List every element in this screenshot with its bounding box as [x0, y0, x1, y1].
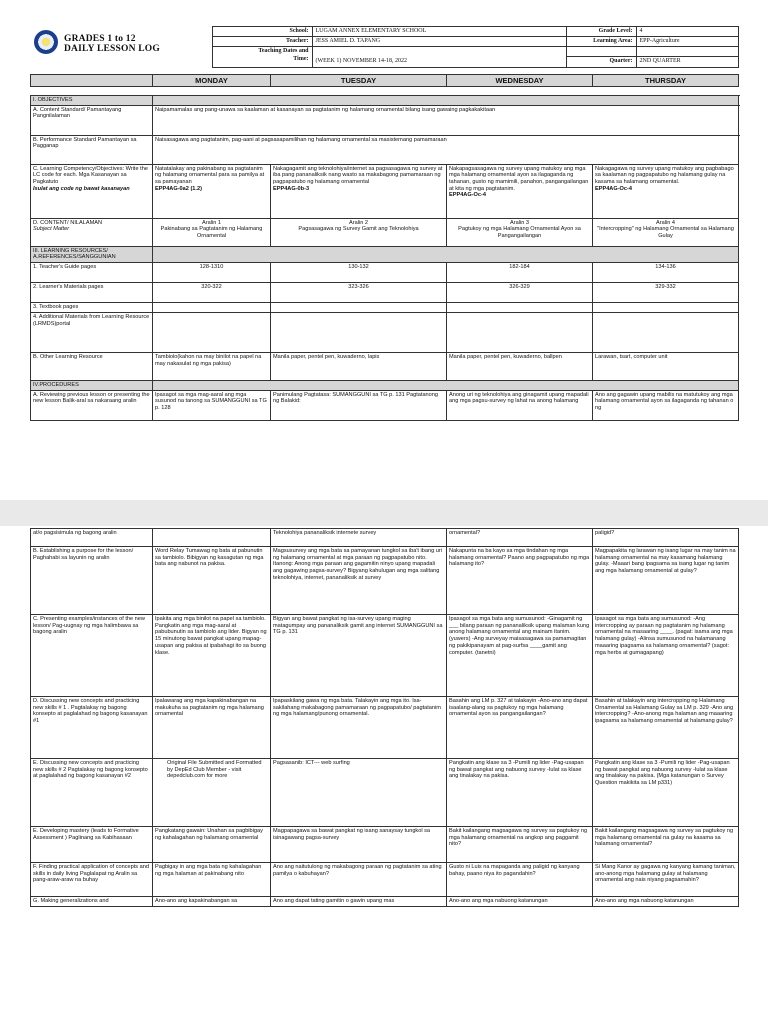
- review-continued-wednesday: ornamental?: [447, 529, 593, 547]
- blank-cell: [153, 302, 271, 312]
- generalization-thursday: Ano-ano ang mga nabuong katanungan: [593, 897, 739, 907]
- day-tuesday: TUESDAY: [271, 74, 447, 86]
- blank-cell: [593, 312, 739, 352]
- generalization-tuesday: Ano ang dapat tating gamitin o gawin upang mas: [271, 897, 447, 907]
- blank-cell: [153, 529, 271, 547]
- mastery-monday: Pangkatang gawain: Unahan sa pagbibigay ng kahalagahan ng halamang ornamental: [153, 827, 271, 863]
- lesson-table-1: [30, 74, 739, 421]
- lm-tuesday: 323-326: [271, 282, 447, 302]
- other-resources-label: B. Other Learning Resource: [31, 352, 153, 380]
- application-label: F. Finding practical application of concepts and skills in daily living Paglalapat ng Aralin sa pang-araw-araw na buhay: [31, 863, 153, 897]
- additional-materials-label: 4. Additional Materials from Learning Resource (LRMDS)portal: [31, 312, 153, 352]
- review-continued-thursday: paligid?: [593, 529, 739, 547]
- learners-materials-label: 2. Learner's Materials pages: [31, 282, 153, 302]
- day-thursday: THURSDAY: [593, 74, 739, 86]
- discuss1-wednesday: Basahin ang LM p. 327 at talakayin -Ano-ano ang dapat isaalang-alang sa pagtukoy ng mga halamang ornamental ayon sa pangangailangan?: [447, 697, 593, 759]
- area-label: Learning Area:: [566, 37, 636, 47]
- grade-value: 4: [636, 27, 738, 37]
- content-tuesday: Aralin 2 Pagsasagawa ng Survey Gamit ang Teknolohiya: [271, 218, 447, 246]
- blank-cell: [447, 312, 593, 352]
- lm-thursday: 329-332: [593, 282, 739, 302]
- content-standard-label: A. Content Standard/ Pamantayang Pangnilalaman: [31, 105, 153, 135]
- mastery-label: E. Developing mastery (leads to Formative Assessment ) Paglinang sa Kabihasaan: [31, 827, 153, 863]
- performance-standard-label: B. Performance Standard Pamantayan sa Pagganap: [31, 135, 153, 164]
- generalization-label: G. Making generalizations and: [31, 897, 153, 907]
- presenting-wednesday: Ipasagot sa mga bata ang sumusunod: -Ginagamit ng ___ bilang paraan ng pananaliksik upang malaman kung anong halamang ornamental ang mainam itanim.(yuwers) -Ang surveyay maisasagawa sa pamamagitan ng pakikipanayam at pag-surfsa ____gamit ang computer. (tanetni): [447, 615, 593, 697]
- discuss1-thursday: Basahin at talakayin ang intercropping ng Halamang Ornamental sa Halamang Gulay sa LM p. 329 -Ano ang intercropping? -Ano-anong mga halaman ang maaaring ipagsama sa halamang ornamental at halamang gulay?: [593, 697, 739, 759]
- day-monday: MONDAY: [153, 74, 271, 86]
- review-wednesday: Anong uri ng teknolohiya ang ginagamit upang mapadali ang mga pagsu-survey ng lahat na anong halamang: [447, 390, 593, 420]
- quarter-value: 2ND QUARTER: [636, 57, 738, 67]
- content-thursday: Aralin 4 "Intercropping" ng Halamang Ornamental sa Halamang Gulay: [593, 218, 739, 246]
- school-value: LUGAM ANNEX ELEMENTARY SCHOOL: [312, 27, 566, 37]
- other-monday: Tambiolo(kahon na may binilot na papel na may nakasulat ng mga pakisa): [153, 352, 271, 380]
- teacher-value: JESS AMIEL D. TAPANG: [312, 37, 566, 47]
- content-standard-value: Naipamamalas ang pang-unawa sa kaalaman at kasanayan sa pagtatanim ng halamang ornamental bilang isang gawaing pagkakakitaan: [153, 105, 739, 135]
- presenting-thursday: Ipasagot sa mga bata ang sumusunod: -Ang intercropping ay paraan ng pagtatanim ng halamang ornamental na masaaring ____. (pagat: isama ang mga halamang gulay) -Alinsa sumusunod na halamanang maaaring ipagsama sa halamang ornamental? (sagot: mga herbs at gumagapang): [593, 615, 739, 697]
- other-wednesday: Manila paper, pentel pen, kuwaderno, ballpen: [447, 352, 593, 380]
- log-title: GRADES 1 to 12 DAILY LESSON LOG: [64, 33, 160, 55]
- section-band: [153, 380, 739, 390]
- review-monday: Ipasagot sa mga mag-aaral ang mga susunod na tanong sa SUMANGGUNI sa TG p. 128: [153, 390, 271, 420]
- discuss1-tuesday: Ipapaskilang gawa ng mga bata. Talakayin ang mga ito. Isa-sakilahang makabagong pamamaraan ng pagpapatubo/ pagtatanim ng mga halamang/punong ornamental.: [271, 697, 447, 759]
- generalization-monday: Ano-ano ang kapakinabangan sa: [153, 897, 271, 907]
- lm-wednesday: 326-329: [447, 282, 593, 302]
- application-monday: Pagbigay in ang mga bata ng kahalagahan ng mga halaman at pakinabang nito: [153, 863, 271, 897]
- objectives-label: I. OBJECTIVES: [31, 95, 153, 105]
- mastery-thursday: Bakit kailangang magsagawa ng survey sa pagtukoy ng mga halamang ornamental na gulay na kasama sa halamang ornamental?: [593, 827, 739, 863]
- discuss2-monday: Original File Submitted and Formatted by DepEd Club Member - visit depedclub.com for more: [153, 759, 271, 827]
- presenting-tuesday: Bigyan ang bawat pangkat ng isa-survey upang maging matagumpay ang pananaliksik gamit ang internet SUMANGGUNI sa TG p. 131: [271, 615, 447, 697]
- header-logo-area: [30, 27, 212, 68]
- school-label: School:: [212, 27, 312, 37]
- dates-value: (WEEK 1) NOVEMBER 14-18, 2022: [312, 47, 566, 67]
- generalization-wednesday: Ano-ano ang mga nabuong katanungan: [447, 897, 593, 907]
- day-wednesday: WEDNESDAY: [447, 74, 593, 86]
- review-thursday: Ano ang gagawin upang mabilis na matutukoy ang mga halamang ornamental ayon sa ilagaganda ng tahanan o ng: [593, 390, 739, 420]
- review-continued-tuesday: Teknolohiya pananaliksik internete survey: [271, 529, 447, 547]
- day-blank: [31, 74, 153, 86]
- blank-cell: [271, 312, 447, 352]
- blank-cell: [447, 302, 593, 312]
- content-label: D. CONTENT/ NILALAMAN Subject Matter: [31, 218, 153, 246]
- application-wednesday: Gusto ni Luis na mapaganda ang paligid ng kanyang bahay, paano niya ito pagandahin?: [447, 863, 593, 897]
- lesson-table-2: [30, 528, 739, 907]
- spacer-cell: [31, 86, 739, 95]
- quarter-label: Quarter:: [566, 57, 636, 67]
- page-gap: [0, 500, 768, 526]
- purpose-monday: Word Relay Tumawag ng bata at pabunutin sa tambiolo. Bibigyan ng kasagutan ng mga bata ang nabunot na pakisa.: [153, 547, 271, 615]
- review-label: A. Reviewing previous lesson or presenting the new lesson Balik-aral sa nakaraang aralin: [31, 390, 153, 420]
- application-thursday: Si Mang Kanor ay gagawa ng kanyang kamang taniman, ano-anong mga halamang gulay at halamang ornamental ang nais niyang pagsamahin?: [593, 863, 739, 897]
- tg-tuesday: 130-132: [271, 262, 447, 282]
- competency-wednesday: Nakapagsasagawa ng survey upang matukoy ang mga mga halamang ornamental ayon sa ilagaganda ng tahanan, gusto ng mamimili, panahon, pangangailangan at kita ng mga pagtatanim. EPP4AG-Oc-4: [447, 164, 593, 218]
- lesson-log-page-1: [30, 26, 738, 421]
- section-band: [153, 246, 739, 262]
- day-header-row: [31, 74, 739, 86]
- textbook-label: 3. Textbook pages: [31, 302, 153, 312]
- lesson-log-page-2: [30, 528, 738, 907]
- competency-tuesday: Nakagagamit ang teknolohiya/internet sa pagsasagawa ng survey at iba pang pananaliksik nang wasto sa makabagong pamamaraan ng pagpapatubo ng halamang ornamental EPP4AG-0b-3: [271, 164, 447, 218]
- area-value: EPP-Agriculture: [636, 37, 738, 47]
- blank-cell: [271, 302, 447, 312]
- discuss2-label: E. Discussing new concepts and practicing new skills # 2 Pagtalakay ng bagong konsepto at paglalahad ng bagong kasanayan #2: [31, 759, 153, 827]
- presenting-monday: Ipakita ang mga binilot na papel sa tambiolo. Pangkatin ang mga mag-aaral at pabubunutin sa tambiolo ang lider. Bigyan ng 15 minutong bawat pangkat upang mapag-usapan ang pakisa at ipabahagi ito sa buong klase.: [153, 615, 271, 697]
- purpose-thursday: Magpapakita ng larawan ng isang lugar na may tanim na halamang ornamental na may kasamang halamang gulay. -Maaari bang ipagsama sa isang lugar ng tanim ang mga halamang ornamental at gulay?: [593, 547, 739, 615]
- mastery-tuesday: Magpapagawa sa bawat pangkat ng isang sanaysay tungkol sa isinagawang pagsa-survey: [271, 827, 447, 863]
- header-table: [30, 26, 739, 68]
- blank-cell: [566, 47, 636, 57]
- section-band: [153, 95, 739, 105]
- teachers-guide-label: 1. Teacher's Guide pages: [31, 262, 153, 282]
- blank-cell: [636, 47, 738, 57]
- dates-label: Teaching Dates and Time:: [212, 47, 312, 67]
- content-wednesday: Aralin 3 Pagtukoy ng mga Halamang Ornamental Ayon sa Pangangailangan: [447, 218, 593, 246]
- presenting-label: C. Presenting examples/instances of the new lesson/ Pag-uugnay ng mga halimbawa sa bagong aralin: [31, 615, 153, 697]
- purpose-wednesday: Nakapunta na ba kayo sa mga tindahan ng mga halamang ornamental? Paano ang pagpapatubo ng mga halamang ito?: [447, 547, 593, 615]
- tg-thursday: 134-136: [593, 262, 739, 282]
- teacher-label: Teacher:: [212, 37, 312, 47]
- competency-thursday: Nakagagawa ng survey upang matukoy ang pagbabago sa kaalaman ng pagpapatubo ng halamang gulay na kasama sa halamang ornamental. EPP4AG-Oc-4: [593, 164, 739, 218]
- review-continued-label: at/o pagsisimula ng bagong aralin: [31, 529, 153, 547]
- lm-monday: 320-322: [153, 282, 271, 302]
- competency-label: C. Learning Competency/Objectives: Write the LC code for each. Mga Kasanayan sa Pagkatuto Isulat ang code ng bawat kasanayan: [31, 164, 153, 218]
- discuss2-thursday: Pangkatin ang klase sa 3 -Pumili ng lider -Pag-usapan ng bawat pangkat ang nabuong survey -Iulat sa klase ang tinalakay na pakisa. (Mga katanungan o Survey Question makikita sa LM p331): [593, 759, 739, 827]
- content-monday: Aralin 1 Pakinabang sa Pagtatanim ng Halamang Ornamental: [153, 218, 271, 246]
- deped-seal-icon: [34, 30, 58, 54]
- grade-label: Grade Level:: [566, 27, 636, 37]
- performance-standard-value: Naisasagawa ang pagtatanim, pag-aani at pagsasapamilihan ng halamang ornamental sa masistemang pamamaraan: [153, 135, 739, 164]
- other-thursday: Larawan, tsart, computer unit: [593, 352, 739, 380]
- application-tuesday: Ano ang naitutulong ng makabagong paraan ng pagtatanim sa ating pamilya o kabuhayan?: [271, 863, 447, 897]
- competency-monday: Natatalakay ang pakinabang sa pagtatanim ng halamang ornamental para sa pamilya at sa pamayanan EPP4AG-0a2 (1.2): [153, 164, 271, 218]
- purpose-tuesday: Magsusurvey ang mga bata sa pamayanan tungkol sa iba't ibang uri ng halamang ornamental at mga paraan ng pagpapatubo nito. Itanong: Anong mga paraan ang gagamitin ninyo upang mapadali ang gagawing pagsa-survey? Bigyang kahulugan ang mga salitang teknolohiya, internet, pananaliksik at survey: [271, 547, 447, 615]
- blank-cell: [593, 302, 739, 312]
- blank-cell: [153, 312, 271, 352]
- purpose-label: B. Establishing a purpose for the lesson/ Paghahabi sa layunin ng aralin: [31, 547, 153, 615]
- tg-monday: 128-1310: [153, 262, 271, 282]
- discuss2-wednesday: Pangkatin ang klase sa 3 -Pumili ng lider -Pag-usapan ng bawat pangkat ang nabuong survey -Iulat sa klase ang tinalakay na pakisa.: [447, 759, 593, 827]
- resources-label: III. LEARNING RESOURCES/ A.REFERENCES/SANGGUNIAN: [31, 246, 153, 262]
- discuss1-label: D. Discussing new concepts and practicing new skills # 1 . Pagtalakay ng bagong konsepto at paglalahad ng bagong kasanayan #1: [31, 697, 153, 759]
- procedures-label: IV.PROCEDURES: [31, 380, 153, 390]
- other-tuesday: Manila paper, pentel pen, kuwaderno, lapis: [271, 352, 447, 380]
- discuss1-monday: Ipalawarag ang mga kapakinabangan na makukuha sa pagtatanim ng mga halamang ornamental: [153, 697, 271, 759]
- tg-wednesday: 182-184: [447, 262, 593, 282]
- discuss2-tuesday: Pagsasanib: ICT--- web surfing: [271, 759, 447, 827]
- mastery-wednesday: Bakit kailangang magsagawa ng survey sa pagtukoy ng mga halamang ornamental na angkop ang paggamit nito?: [447, 827, 593, 863]
- review-tuesday: Panimulang Pagtatasa: SUMANGGUNI sa TG p. 131 Pagtatanong ng Balakid:: [271, 390, 447, 420]
